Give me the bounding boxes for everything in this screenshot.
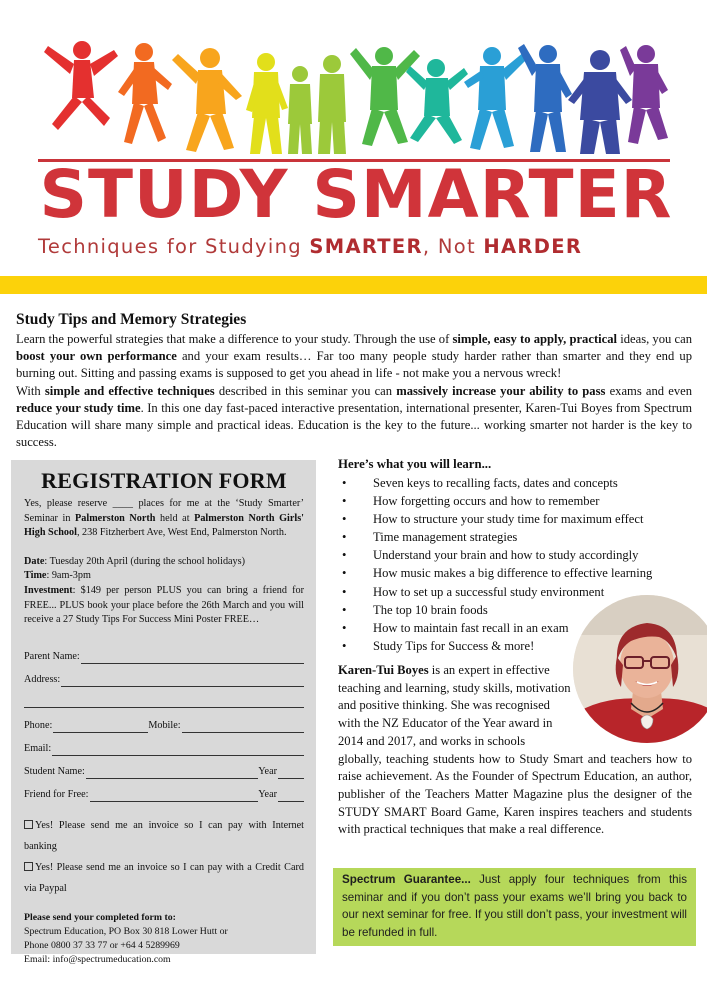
- bullet-icon: •: [342, 620, 347, 635]
- silhouette-figure: [568, 50, 632, 154]
- intro-heading: Study Tips and Memory Strategies: [16, 311, 247, 328]
- learn-list-item: • Understand your brain and how to study accordingly: [338, 546, 698, 564]
- invoice-internet-option[interactable]: Yes! Please send me an invoice so I can pay with Internet banking: [24, 819, 304, 852]
- phone-mobile-field[interactable]: Phone: Mobile:: [24, 719, 304, 733]
- parent-name-field[interactable]: Parent Name:: [24, 650, 304, 664]
- silhouette-figure: [464, 47, 528, 150]
- address-line[interactable]: [61, 675, 304, 687]
- bullet-icon: •: [342, 512, 347, 527]
- student-year-line[interactable]: [278, 767, 304, 779]
- presenter-bio: [338, 662, 692, 839]
- mobile-line[interactable]: [182, 721, 304, 733]
- bullet-icon: •: [342, 566, 347, 581]
- page-title: STUDY SMARTER: [39, 156, 673, 233]
- bullet-icon: •: [342, 494, 347, 509]
- learn-list-item: • Time management strategies: [338, 528, 698, 546]
- silhouette-figure: [44, 41, 118, 130]
- intro-paragraph: With simple and effective techniques described in this seminar you can massively increase your ability to pass exams and even reduce your study time. In this one day fast-paced interactive presentation, international presenter, Karen-Tui Boyes from Spectrum Education will share many simple and practical ideas. Education is the key to the future... working smarter not harder is the key to success.: [16, 383, 692, 450]
- student-name-line[interactable]: [86, 767, 258, 779]
- learn-list-item: • How to maintain fast recall in an exam: [338, 619, 698, 637]
- intro-paragraph: Learn the powerful strategies that make a difference to your study. Through the use of simple, easy to apply, practical ideas, you can boost your own performance and your exam results… Far too many people study harder rather than smarter and they end up burning out. Sitting and passing exams is supposed to get you ahead in life - not make you a nervous wreck!: [16, 332, 692, 381]
- learn-list-item: • How to structure your study time for maximum effect: [338, 510, 698, 528]
- learn-list-item: • The top 10 brain foods: [338, 601, 698, 619]
- silhouette-figure: [246, 53, 288, 154]
- bullet-icon: •: [342, 530, 347, 545]
- email-field[interactable]: Email:: [24, 742, 304, 756]
- silhouette-figure: [350, 47, 420, 146]
- registration-form: [11, 460, 316, 966]
- bullet-icon: •: [342, 476, 347, 490]
- learn-list-item: • Study Tips for Success & more!: [338, 637, 698, 655]
- student-name-field[interactable]: Student Name: Year: [24, 765, 304, 779]
- parent-name-line[interactable]: [81, 652, 304, 664]
- bullet-icon: •: [342, 548, 347, 563]
- silhouette-figure: [406, 59, 468, 144]
- checkbox-icon[interactable]: [24, 862, 33, 871]
- bullet-icon: •: [342, 638, 347, 653]
- learn-heading: Here’s what you will learn...: [338, 457, 492, 471]
- learn-list-item: • Seven keys to recalling facts, dates and concepts: [338, 474, 698, 492]
- reserve-text: Yes, please reserve ____ places for me at the ‘Study Smarter’ Seminar in Palmerston North held at Palmerston North Girls' High School, 238 Fitzherbert Ave, West End, Palmerston North.: [24, 498, 304, 539]
- phone-line[interactable]: [53, 721, 148, 733]
- email-line[interactable]: [52, 744, 304, 756]
- learn-list-item: • How music makes a big difference to effective learning: [338, 564, 698, 582]
- guarantee-box: Spectrum Guarantee... Just apply four techniques from this seminar and if you don’t pass your exams we’ll bring you back to our next seminar for free. If you still don’t pass, your investment will be refunded in full.: [333, 868, 696, 946]
- seminar-date: Date: Tuesday 20th April (during the school holidays): [24, 555, 246, 567]
- silhouette-figure: [172, 48, 242, 152]
- bullet-icon: •: [342, 602, 347, 617]
- friend-name-field[interactable]: Friend for Free: Year: [24, 788, 304, 802]
- intro-section: [16, 310, 692, 451]
- page-subtitle: Techniques for Studying SMARTER, Not HARDER: [38, 235, 583, 258]
- silhouette-figure: [518, 44, 572, 152]
- address-field[interactable]: Address:: [24, 673, 304, 687]
- checkbox-icon[interactable]: [24, 820, 33, 829]
- bio-rest: globally, teaching students how to Study Smart and teachers how to raise achievement. As the Founder of Spectrum Education, an author, publisher of the Teachers Matter Magazine plus the designer of the STUDY SMART Board Game, Karen inspires teachers and students with practical techniques that make a real difference.: [338, 751, 692, 837]
- invoice-card-option[interactable]: Yes! Please send me an invoice so I can pay with a Credit Card via Paypal: [24, 861, 304, 894]
- silhouette-figure: [118, 43, 172, 144]
- address-line-2[interactable]: [24, 696, 304, 708]
- friend-year-line[interactable]: [278, 790, 304, 802]
- contact-details: Please send your completed form to: Spectrum Education, PO Box 30 818 Lower Hutt or Phone 0800 37 33 77 or +64 4 5289969 Email: info@spectrumeducation.com: [24, 911, 228, 966]
- silhouettes-illustration: [38, 38, 670, 156]
- bullet-icon: •: [342, 584, 347, 599]
- learn-list-item: • How forgetting occurs and how to remember: [338, 492, 698, 510]
- friend-name-line[interactable]: [90, 790, 259, 802]
- learn-list-item: • How to set up a successful study environment: [338, 583, 698, 601]
- header-banner: [0, 0, 707, 276]
- yellow-divider-band: [0, 276, 707, 294]
- silhouette-figure: [288, 55, 346, 154]
- seminar-investment: Investment: $149 per person PLUS you can bring a friend for FREE... PLUS book your place before the 26th March and you will receive a 27 Study Tips For Success Mini Poster FREE…: [24, 584, 304, 626]
- form-title: REGISTRATION FORM: [41, 468, 287, 493]
- seminar-time: Time: 9am-3pm: [24, 570, 91, 582]
- bio-intro: Karen-Tui Boyes is an expert in effective teaching and learning, study skills, motivation and positive thinking. She was recognised with the NZ Educator of the Year award in 2014 and 2017, and works in schools: [338, 663, 571, 748]
